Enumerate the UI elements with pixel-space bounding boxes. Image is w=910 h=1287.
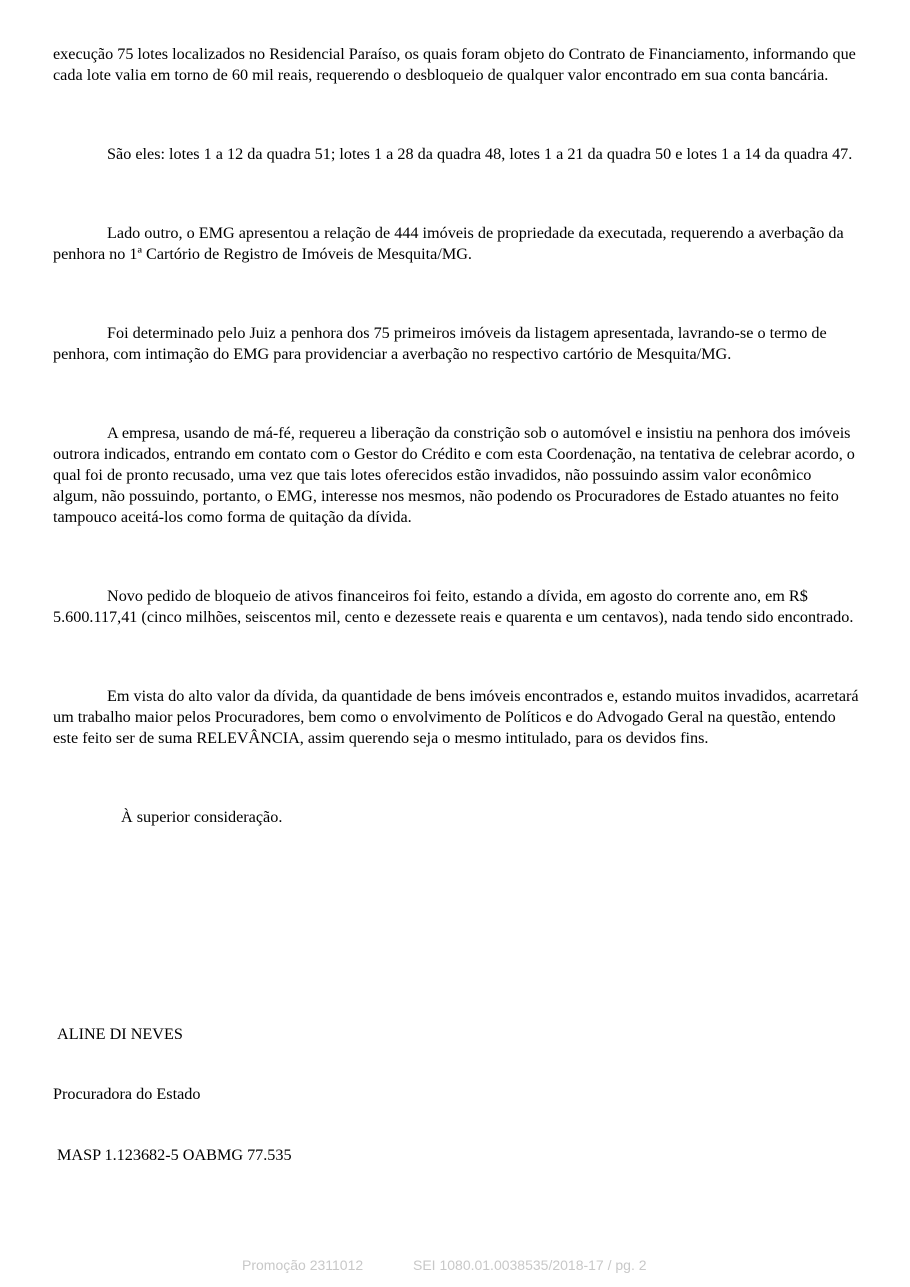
paragraph-lots: São eles: lotes 1 a 12 da quadra 51; lotes 1 a 28 da quadra 48, lotes 1 a 21 da quadra 50 e lotes 1 a 14 da quadra 47. [107, 145, 853, 163]
signature-name: ALINE DI NEVES [57, 1025, 183, 1043]
paragraph-new-request: Novo pedido de bloqueio de ativos financeiros foi feito, estando a dívida, em agosto do corrente ano, em R$ 5.600.117,41 (cinco milhões, seiscentos mil, cento e dezessete reais e quarenta e um centavos), nada tendo sido encontrado. [53, 587, 854, 626]
signature-role: Procuradora do Estado [53, 1085, 201, 1103]
paragraph-relevance: Em vista do alto valor da dívida, da quantidade de bens imóveis encontrados e, estando muitos invadidos, acarretará um trabalho maior pelos Procuradores, bem como o envolvimento de Políticos e do Advogado Geral na questão, entendo este feito ser de suma RELEVÂNCIA, assim querendo seja o mesmo intitulado, para os devidos fins. [53, 687, 859, 747]
paragraph-company-bad-faith: A empresa, usando de má-fé, requereu a liberação da constrição sob o automóvel e insistiu na penhora dos imóveis outrora indicados, entrando em contato com o Gestor do Crédito e com esta Coordenação, na tentativa de celebrar acordo, o qual foi de pronto recusado, uma vez que tais lotes oferecidos estão invadidos, não possuindo assim valor econômico algum, não possuindo, portanto, o EMG, interesse nos mesmos, não podendo os Procuradores de Estado atuantes no feito tampouco aceitá-los como forma de quitação da dívida. [53, 424, 855, 526]
footer-promotion-number: Promoção 2311012 [242, 1257, 364, 1273]
document-body [53, 44, 859, 828]
signature-id: MASP 1.123682-5 OABMG 77.535 [57, 1146, 292, 1164]
footer-process-page: SEI 1080.01.0038535/2018-17 / pg. 2 [413, 1257, 647, 1273]
closing-line: À superior consideração. [121, 808, 283, 826]
paragraph-judge-order: Foi determinado pelo Juiz a penhora dos 75 primeiros imóveis da listagem apresentada, lavrando-se o termo de penhora, com intimação do EMG para providenciar a averbação no respectivo cartório de Mesquita/MG. [53, 324, 827, 363]
paragraph-continuation: execução 75 lotes localizados no Residencial Paraíso, os quais foram objeto do Contrato de Financiamento, informando que cada lote valia em torno de 60 mil reais, requerendo o desbloqueio de qualquer valor encontrado em sua conta bancária. [53, 45, 856, 84]
paragraph-emg-list: Lado outro, o EMG apresentou a relação de 444 imóveis de propriedade da executada, requerendo a averbação da penhora no 1ª Cartório de Registro de Imóveis de Mesquita/MG. [53, 224, 844, 263]
